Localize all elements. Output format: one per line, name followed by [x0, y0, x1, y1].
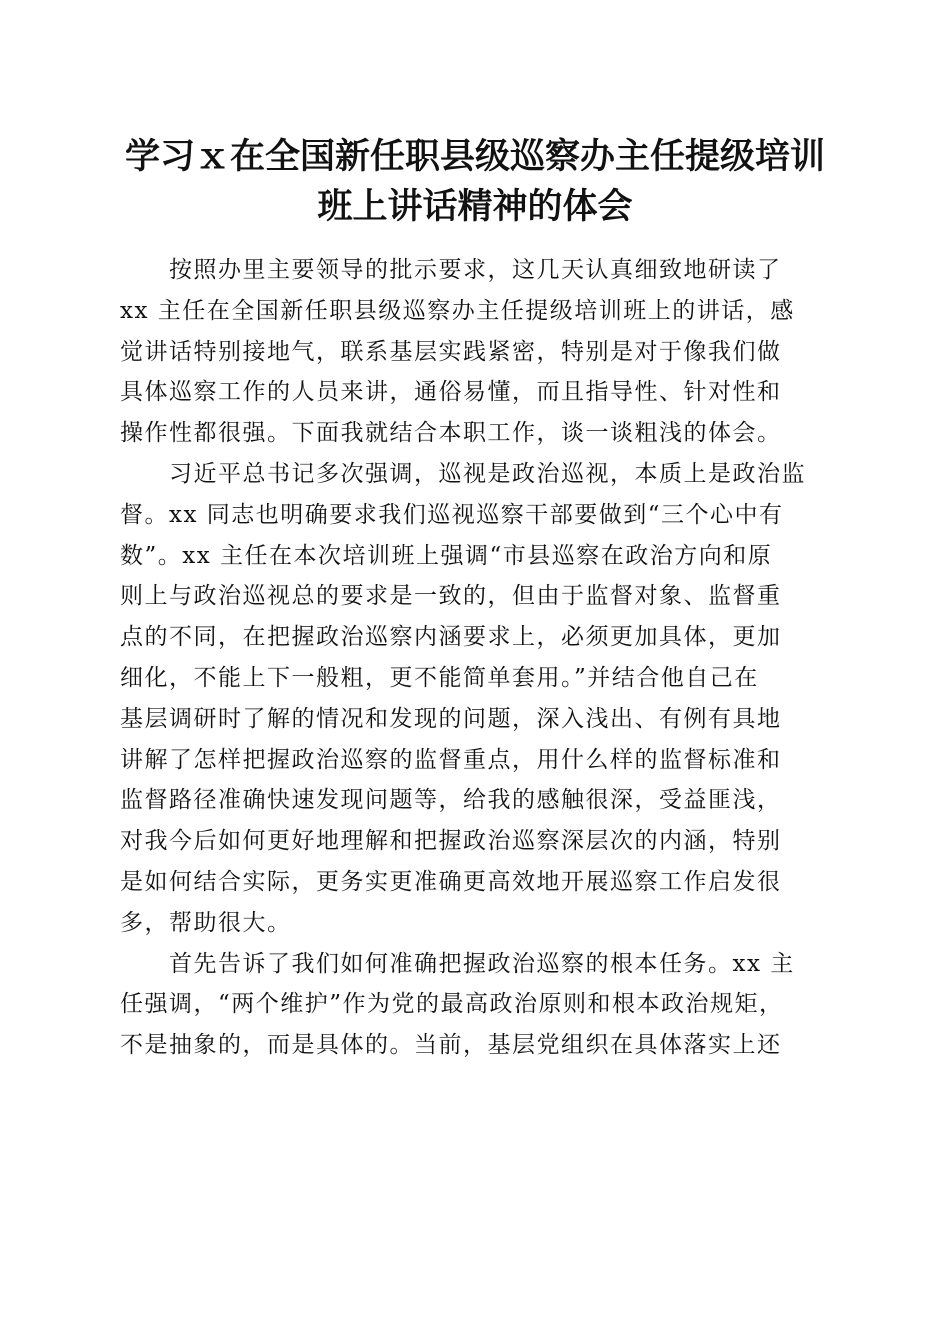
document-body [120, 250, 830, 1066]
text-line: 数”。xx 主任在本次培训班上强调“市县巡察在政治方向和原 [120, 542, 773, 569]
text-line: 不是抽象的，而是具体的。当前，基层党组织在具体落实上还 [120, 1032, 782, 1059]
title-line-1: 学习ｘ在全国新任职县级巡察办主任提级培训 [124, 136, 825, 177]
text-line: 监督路径准确快速发现问题等，给我的感触很深，受益匪浅， [120, 787, 782, 814]
text-line: 点的不同，在把握政治巡察内涵要求上，必须更加具体，更加 [120, 624, 782, 651]
text-line: xx 主任在全国新任职县级巡察办主任提级培训班上的讲话，感 [120, 297, 795, 324]
text-line: 觉讲话特别接地气，联系基层实践紧密，特别是对于像我们做 [120, 338, 782, 365]
text-line: 按照办里主要领导的批示要求，这几天认真细致地研读了 [120, 257, 782, 283]
text-line: 对我今后如何更好地理解和把握政治巡察深层次的内涵，特别 [120, 828, 782, 855]
text-line: 讲解了怎样把握政治巡察的监督重点，用什么样的监督标准和 [120, 746, 782, 773]
text-line: 细化，不能上下一般粗，更不能简单套用。”并结合他自己在 [120, 664, 759, 691]
text-line: 任强调，“两个维护”作为党的最高政治原则和根本政治规矩， [120, 991, 784, 1018]
text-line: 督。xx 同志也明确要求我们巡视巡察干部要做到“三个心中有 [120, 501, 784, 528]
text-line: 基层调研时了解的情况和发现的问题，深入浅出、有例有具地 [120, 705, 782, 732]
text-line: 首先告诉了我们如何准确把握政治巡察的根本任务。xx 主 [120, 950, 795, 977]
document-title [110, 132, 840, 232]
paragraph-3 [120, 944, 830, 1066]
title-line-2: 班上讲话精神的体会 [317, 186, 633, 227]
text-line: 习近平总书记多次强调，巡视是政治巡视，本质上是政治监 [120, 460, 806, 487]
text-line: 具体巡察工作的人员来讲，通俗易懂，而且指导性、针对性和 [120, 379, 782, 406]
paragraph-1 [120, 250, 830, 454]
paragraph-2 [120, 454, 830, 944]
text-line: 是如何结合实际，更务实更准确更高效地开展巡察工作启发很 [120, 868, 782, 895]
text-line: 操作性都很强。下面我就结合本职工作，谈一谈粗浅的体会。 [120, 420, 782, 447]
text-line: 则上与政治巡视总的要求是一致的，但由于监督对象、监督重 [120, 583, 782, 610]
text-line: 多，帮助很大。 [120, 909, 292, 936]
